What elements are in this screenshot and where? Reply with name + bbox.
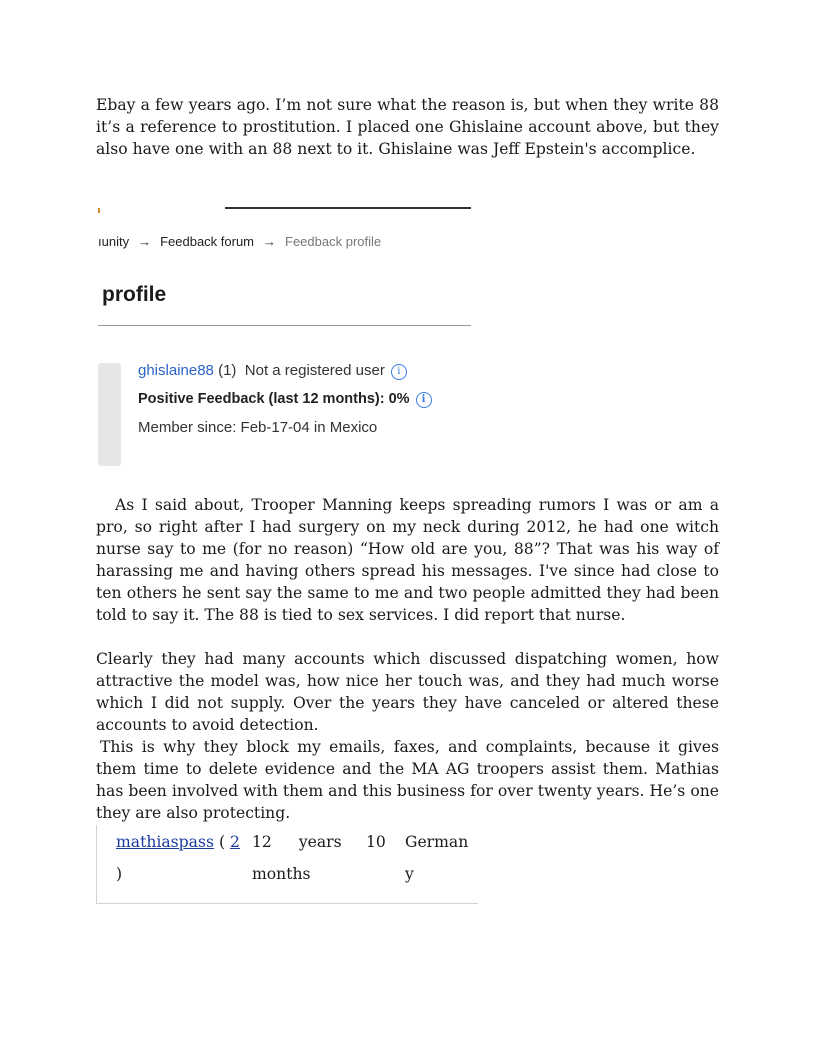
profile-side-bar [98,363,121,466]
table-cell-country: German y [405,833,469,883]
username-link: ghislaine88 [138,362,214,379]
breadcrumb-feedback-forum: Feedback forum [160,234,255,249]
paragraph-intro: Ebay a few years ago. I’m not sure what the reason is, but when they write 88 it’s a reference to prostitution. I placed one Ghislaine account above, but they also have one with an 88 next to it. Ghislaine was Jeff Epstein's accomplice. [96,96,719,158]
account-table [96,825,478,904]
breadcrumb-community: ıunity [98,234,130,249]
positive-feedback-line [138,391,432,408]
user-status: Not a registered user [244,362,385,379]
feedback-profile-screenshot [98,203,472,468]
account-link[interactable]: mathiaspass [116,833,214,851]
paragraph-trooper: As I said about, Trooper Manning keeps spreading rumors I was or am a pro, so right after I had surgery on my neck during 2012, he had one witch nurse say to me (for no reason) “How old are you, 88”? That was his way of harassing me and having others spread his messages. I've since had close to ten others he sent say the same to me and two people admitted they had been told to say it. The 88 is tied to sex services. I did report that nurse. [96,496,719,624]
corner-mark [98,208,100,213]
paragraph-accounts: Clearly they had many accounts which discussed dispatching women, how attractive the model was, how nice her touch was, and they had much worse which I did not supply. Over the years they have canceled or altered these accounts to avoid detection. [96,650,719,734]
user-line [138,362,407,380]
user-score: (1) [218,362,237,379]
paragraph-block: This is why they block my emails, faxes, and complaints, because it gives them time to delete evidence and the MA AG troopers assist them. Mathias has been involved with them and this business for over twenty years. He’s one they are also protecting. [96,738,719,822]
positive-feedback: Positive Feedback (last 12 months): 0% [138,391,410,407]
title-divider [98,325,471,326]
top-divider [225,207,471,209]
breadcrumb-feedback-profile: Feedback profile [285,234,382,249]
info-icon: i [391,364,407,380]
member-since: Member since: Feb-17-04 in Mexico [138,419,378,436]
table-cell-duration: 12 years months [252,833,342,883]
table-cell-feedback: 10 [366,833,386,851]
page-title: profile [102,283,167,306]
account-score-link[interactable]: 2 [230,833,240,851]
info-icon: i [416,392,432,408]
arrow-right-icon: → [138,234,152,249]
arrow-right-icon: → [263,234,277,249]
breadcrumb [98,234,381,249]
table-cell-user: mathiaspass ( 2 ) [116,833,240,883]
